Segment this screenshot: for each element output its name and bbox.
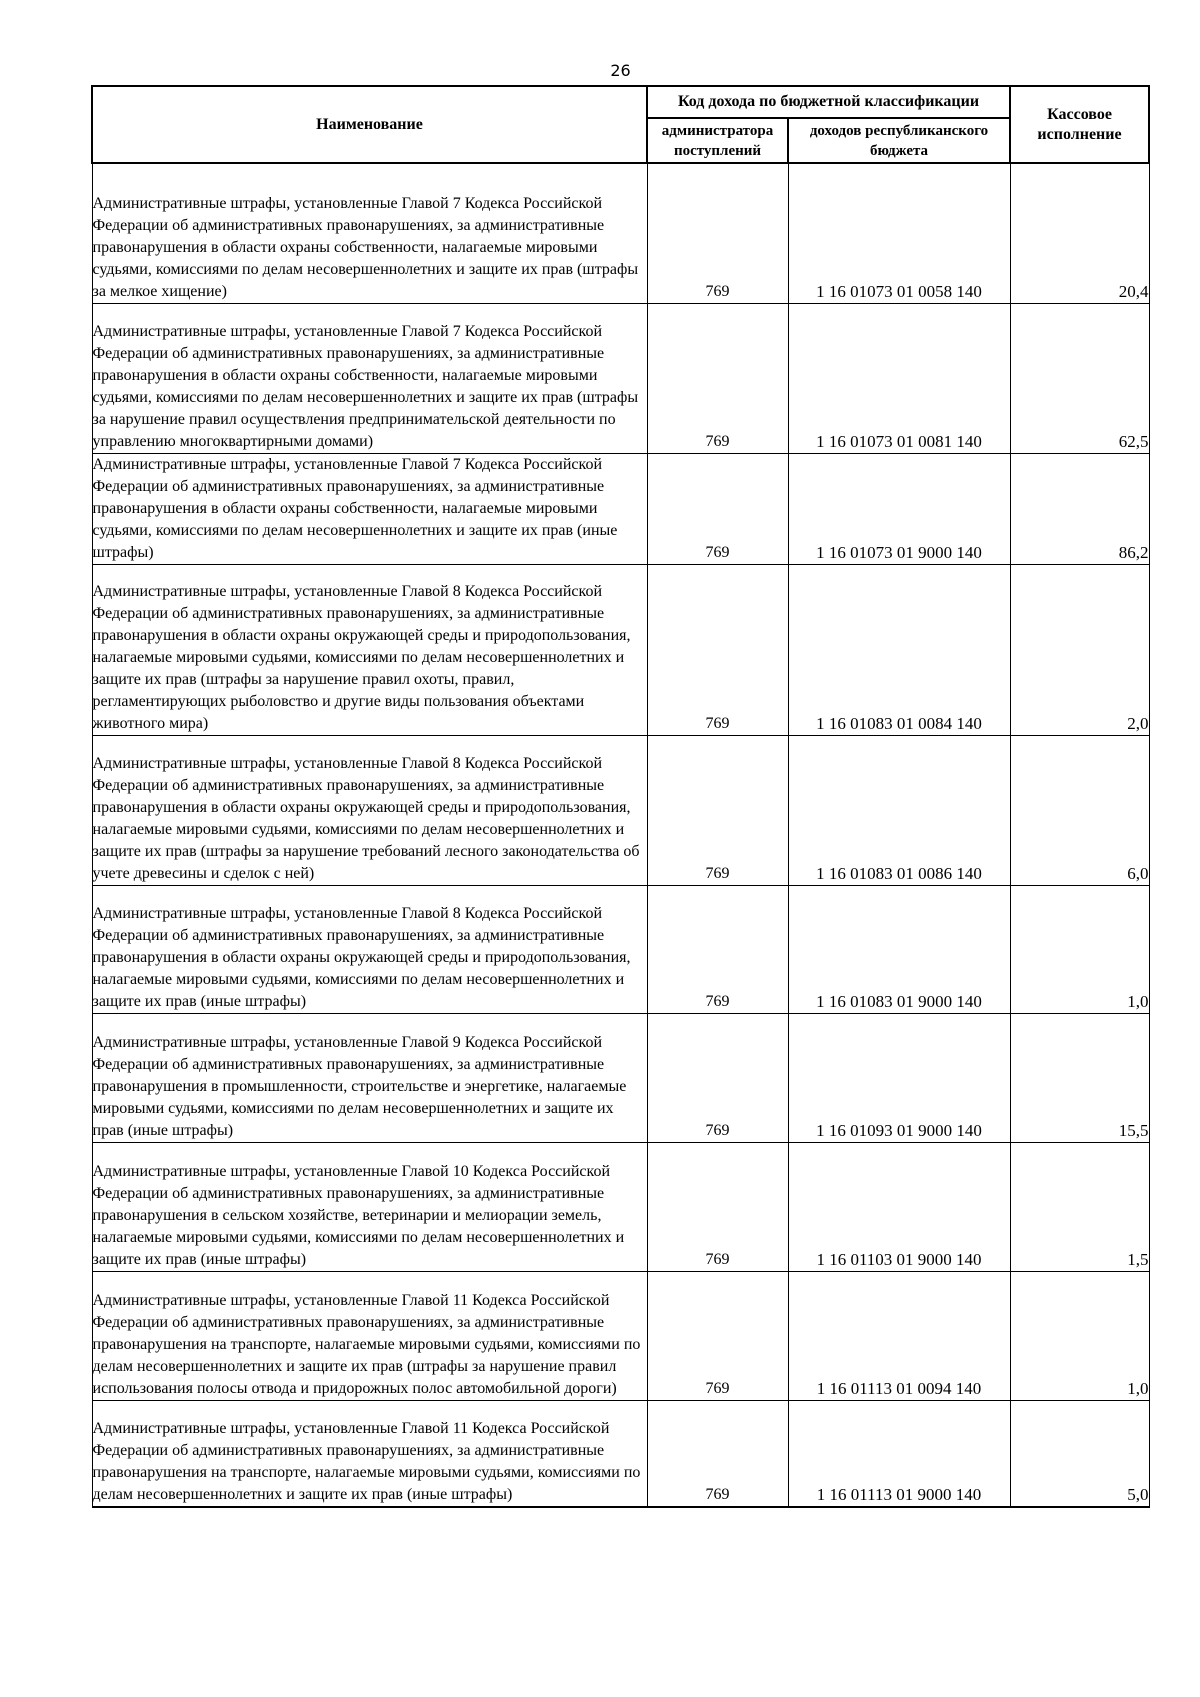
table-row: [92, 1400, 1149, 1507]
cell-admin-code: 769: [647, 885, 788, 1013]
table-row: [92, 163, 1149, 303]
cell-revenue-code: 1 16 01113 01 9000 140: [788, 1400, 1010, 1507]
cell-amount: 86,2: [1010, 453, 1149, 564]
table-row: [92, 1271, 1149, 1400]
header-revenue-code: доходов республиканского бюджета: [788, 118, 1010, 163]
header-admin-code: администратора поступлений: [647, 118, 788, 163]
cell-amount: 5,0: [1010, 1400, 1149, 1507]
cell-name: Административные штрафы, установленные Главой 8 Кодекса Российской Федерации об административных правонарушениях, за административные правонарушения в области охраны окружающей среды и природопользования, налагаемые мировыми судьями, комиссиями по делам несовершеннолетних и защите их прав (иные штрафы): [92, 885, 647, 1013]
cell-name: Административные штрафы, установленные Главой 7 Кодекса Российской Федерации об административных правонарушениях, за административные правонарушения в области охраны собственности, налагаемые мировыми судьями, комиссиями по делам несовершеннолетних и защите их прав (штрафы за нарушение правил осуществления предпринимательской деятельности по управлению многоквартирными домами): [92, 303, 647, 453]
cell-revenue-code: 1 16 01083 01 9000 140: [788, 885, 1010, 1013]
cell-name: Административные штрафы, установленные Главой 10 Кодекса Российской Федерации об административных правонарушениях, за административные правонарушения в сельском хозяйстве, ветеринарии и мелиорации земель, налагаемые мировыми судьями, комиссиями по делам несовершеннолетних и защите их прав (иные штрафы): [92, 1142, 647, 1271]
header-amount: Кассовое исполнение: [1010, 86, 1149, 163]
budget-revenue-table: [91, 85, 1150, 1508]
cell-revenue-code: 1 16 01093 01 9000 140: [788, 1013, 1010, 1142]
cell-name: Административные штрафы, установленные Главой 11 Кодекса Российской Федерации об административных правонарушениях, за административные правонарушения на транспорте, налагаемые мировыми судьями, комиссиями по делам несовершеннолетних и защите их прав (иные штрафы): [92, 1400, 647, 1507]
table-body: [92, 163, 1149, 1507]
cell-name: Административные штрафы, установленные Главой 11 Кодекса Российской Федерации об административных правонарушениях, за административные правонарушения на транспорте, налагаемые мировыми судьями, комиссиями по делам несовершеннолетних и защите их прав (штрафы за нарушение правил использования полосы отвода и придорожных полос автомобильной дороги): [92, 1271, 647, 1400]
table-row: [92, 564, 1149, 735]
cell-amount: 1,0: [1010, 1271, 1149, 1400]
cell-revenue-code: 1 16 01083 01 0086 140: [788, 735, 1010, 885]
cell-revenue-code: 1 16 01073 01 0058 140: [788, 163, 1010, 303]
page-number: 26: [610, 61, 631, 80]
table-row: [92, 303, 1149, 453]
table-row: [92, 1142, 1149, 1271]
header-name: Наименование: [92, 86, 647, 163]
cell-name: Административные штрафы, установленные Главой 9 Кодекса Российской Федерации об административных правонарушениях, за административные правонарушения в промышленности, строительстве и энергетике, налагаемые мировыми судьями, комиссиями по делам несовершеннолетних и защите их прав (иные штрафы): [92, 1013, 647, 1142]
cell-admin-code: 769: [647, 564, 788, 735]
cell-revenue-code: 1 16 01083 01 0084 140: [788, 564, 1010, 735]
table-row: [92, 735, 1149, 885]
cell-admin-code: 769: [647, 303, 788, 453]
cell-name: Административные штрафы, установленные Главой 7 Кодекса Российской Федерации об административных правонарушениях, за административные правонарушения в области охраны собственности, налагаемые мировыми судьями, комиссиями по делам несовершеннолетних и защите их прав (иные штрафы): [92, 453, 647, 564]
cell-amount: 62,5: [1010, 303, 1149, 453]
cell-revenue-code: 1 16 01113 01 0094 140: [788, 1271, 1010, 1400]
cell-amount: 1,0: [1010, 885, 1149, 1013]
table-row: [92, 885, 1149, 1013]
cell-admin-code: 769: [647, 453, 788, 564]
cell-revenue-code: 1 16 01103 01 9000 140: [788, 1142, 1010, 1271]
cell-admin-code: 769: [647, 1400, 788, 1507]
cell-amount: 6,0: [1010, 735, 1149, 885]
cell-amount: 20,4: [1010, 163, 1149, 303]
header-code-group: Код дохода по бюджетной классификации: [647, 86, 1010, 118]
cell-amount: 2,0: [1010, 564, 1149, 735]
table-row: [92, 453, 1149, 564]
table-row: [92, 1013, 1149, 1142]
cell-admin-code: 769: [647, 163, 788, 303]
cell-admin-code: 769: [647, 1271, 788, 1400]
cell-name: Административные штрафы, установленные Главой 8 Кодекса Российской Федерации об административных правонарушениях, за административные правонарушения в области охраны окружающей среды и природопользования, налагаемые мировыми судьями, комиссиями по делам несовершеннолетних и защите их прав (штрафы за нарушение правил охоты, правил, регламентирующих рыболовство и другие виды пользования объектами животного мира): [92, 564, 647, 735]
cell-admin-code: 769: [647, 1142, 788, 1271]
cell-name: Административные штрафы, установленные Главой 7 Кодекса Российской Федерации об административных правонарушениях, за административные правонарушения в области охраны собственности, налагаемые мировыми судьями, комиссиями по делам несовершеннолетних и защите их прав (штрафы за мелкое хищение): [92, 163, 647, 303]
cell-admin-code: 769: [647, 735, 788, 885]
cell-amount: 15,5: [1010, 1013, 1149, 1142]
cell-amount: 1,5: [1010, 1142, 1149, 1271]
cell-revenue-code: 1 16 01073 01 0081 140: [788, 303, 1010, 453]
cell-admin-code: 769: [647, 1013, 788, 1142]
cell-revenue-code: 1 16 01073 01 9000 140: [788, 453, 1010, 564]
table-header: [92, 86, 1149, 163]
cell-name: Административные штрафы, установленные Главой 8 Кодекса Российской Федерации об административных правонарушениях, за административные правонарушения в области охраны окружающей среды и природопользования, налагаемые мировыми судьями, комиссиями по делам несовершеннолетних и защите их прав (штрафы за нарушение требований лесного законодательства об учете древесины и сделок с ней): [92, 735, 647, 885]
